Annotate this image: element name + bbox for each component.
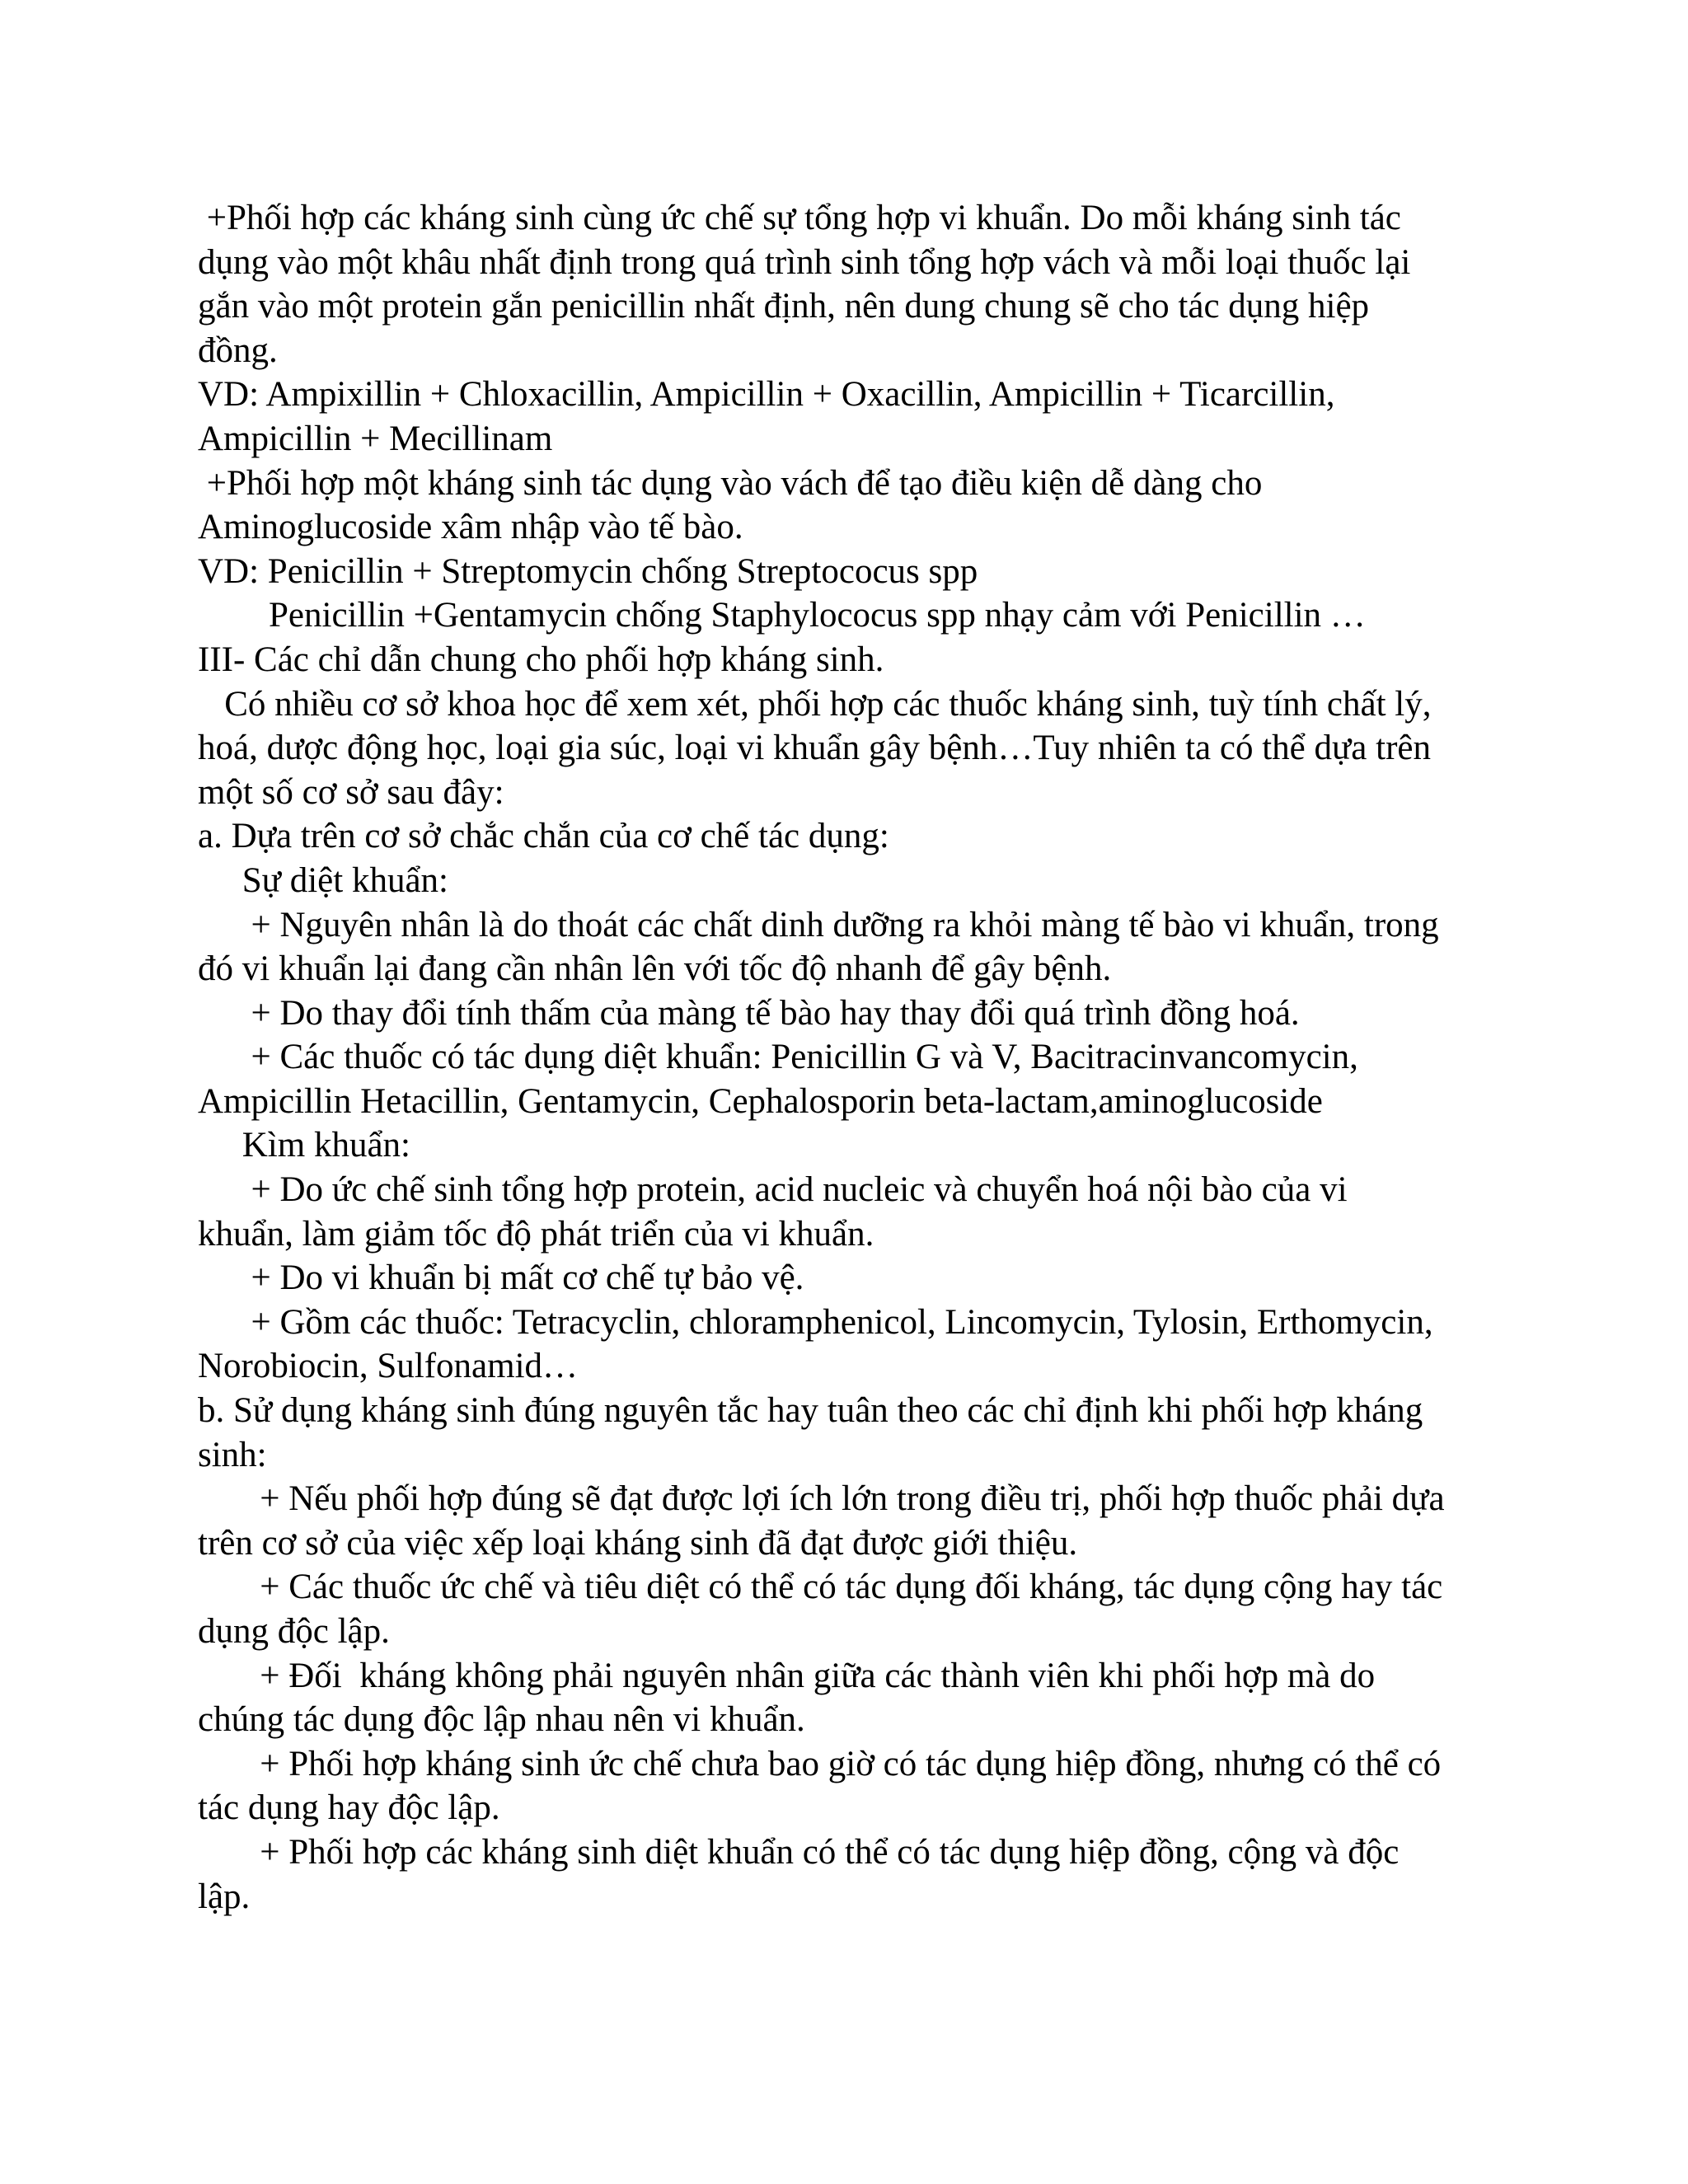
text-line: Ampicillin + Mecillinam bbox=[198, 419, 553, 458]
text-line: gắn vào một protein gắn penicillin nhất định, nên dung chung sẽ cho tác dụng hiệp bbox=[198, 287, 1370, 326]
text-line: đồng. bbox=[198, 330, 278, 370]
text-line: VD: Penicillin + Streptomycin chống Streptococus spp bbox=[198, 551, 978, 591]
text-line: dụng độc lập. bbox=[198, 1612, 390, 1651]
text-line: Penicillin +Gentamycin chống Staphylococus spp nhạy cảm với Penicillin … bbox=[198, 596, 1366, 635]
text-line: Có nhiều cơ sở khoa học để xem xét, phối hợp các thuốc kháng sinh, tuỳ tính chất lý, bbox=[198, 684, 1432, 724]
text-line: + Do ức chế sinh tổng hợp protein, acid nucleic và chuyển hoá nội bào của vi bbox=[198, 1170, 1348, 1210]
text-line: Aminoglucoside xâm nhập vào tế bào. bbox=[198, 508, 743, 547]
text-line: + Phối hợp kháng sinh ức chế chưa bao giờ có tác dụng hiệp đồng, nhưng có thể có bbox=[198, 1744, 1442, 1783]
text-line: Sự diệt khuẩn: bbox=[198, 860, 448, 900]
text-line: + Nếu phối hợp đúng sẽ đạt được lợi ích lớn trong điều trị, phối hợp thuốc phải dựa bbox=[198, 1479, 1445, 1519]
text-line: + Phối hợp các kháng sinh diệt khuẩn có thể có tác dụng hiệp đồng, cộng và độc bbox=[198, 1832, 1400, 1872]
subsection-heading: a. Dựa trên cơ sở chắc chắn của cơ chế tác dụng: bbox=[198, 817, 889, 856]
text-line: + Nguyên nhân là do thoát các chất dinh dưỡng ra khỏi màng tế bào vi khuẩn, trong bbox=[198, 905, 1439, 944]
text-line: tác dụng hay độc lập. bbox=[198, 1788, 500, 1828]
text-line: đó vi khuẩn lại đang cần nhân lên với tốc độ nhanh để gây bệnh. bbox=[198, 949, 1112, 989]
text-line: một số cơ sở sau đây: bbox=[198, 772, 504, 812]
text-line: Ampicillin Hetacillin, Gentamycin, Cephalosporin beta-lactam,aminoglucoside bbox=[198, 1081, 1323, 1121]
text-line: + Gồm các thuốc: Tetracyclin, chloramphenicol, Lincomycin, Tylosin, Erthomycin, bbox=[198, 1302, 1433, 1342]
text-line: + Do vi khuẩn bị mất cơ chế tự bảo vệ. bbox=[198, 1258, 804, 1298]
text-line: trên cơ sở của việc xếp loại kháng sinh đã đạt được giới thiệu. bbox=[198, 1523, 1078, 1563]
text-line: Norobiocin, Sulfonamid… bbox=[198, 1347, 579, 1386]
text-line: hoá, dược động học, loại gia súc, loại vi khuẩn gây bệnh…Tuy nhiên ta có thể dựa trên bbox=[198, 729, 1431, 768]
text-line: dụng vào một khâu nhất định trong quá trình sinh tổng hợp vách và mỗi loại thuốc lại bbox=[198, 242, 1411, 282]
text-line: khuẩn, làm giảm tốc độ phát triển của vi khuẩn. bbox=[198, 1214, 874, 1254]
text-line: +Phối hợp một kháng sinh tác dụng vào vách để tạo điều kiện dễ dàng cho bbox=[198, 463, 1263, 503]
text-line: + Các thuốc có tác dụng diệt khuẩn: Penicillin G và V, Bacitracinvancomycin, bbox=[198, 1038, 1358, 1077]
subsection-heading: b. Sử dụng kháng sinh đúng nguyên tắc hay tuân theo các chỉ định khi phối hợp kháng bbox=[198, 1391, 1423, 1431]
section-heading: III- Các chỉ dẫn chung cho phối hợp kháng sinh. bbox=[198, 640, 884, 679]
document-body bbox=[198, 196, 1550, 1919]
text-line: + Đối kháng không phải nguyên nhân giữa các thành viên khi phối hợp mà do bbox=[198, 1656, 1376, 1695]
text-line: sinh: bbox=[198, 1435, 267, 1474]
text-line: + Do thay đổi tính thấm của màng tế bào hay thay đổi quá trình đồng hoá. bbox=[198, 993, 1300, 1033]
text-line: lập. bbox=[198, 1877, 251, 1916]
text-line: VD: Ampixillin + Chloxacillin, Ampicillin + Oxacillin, Ampicillin + Ticarcillin, bbox=[198, 375, 1335, 415]
text-line: Kìm khuẩn: bbox=[198, 1126, 410, 1165]
text-line: +Phối hợp các kháng sinh cùng ức chế sự tổng hợp vi khuẩn. Do mỗi kháng sinh tác bbox=[198, 199, 1401, 237]
text-line: + Các thuốc ức chế và tiêu diệt có thể có tác dụng đối kháng, tác dụng cộng hay tác bbox=[198, 1568, 1443, 1607]
text-line: chúng tác dụng độc lập nhau nên vi khuẩn. bbox=[198, 1700, 805, 1740]
